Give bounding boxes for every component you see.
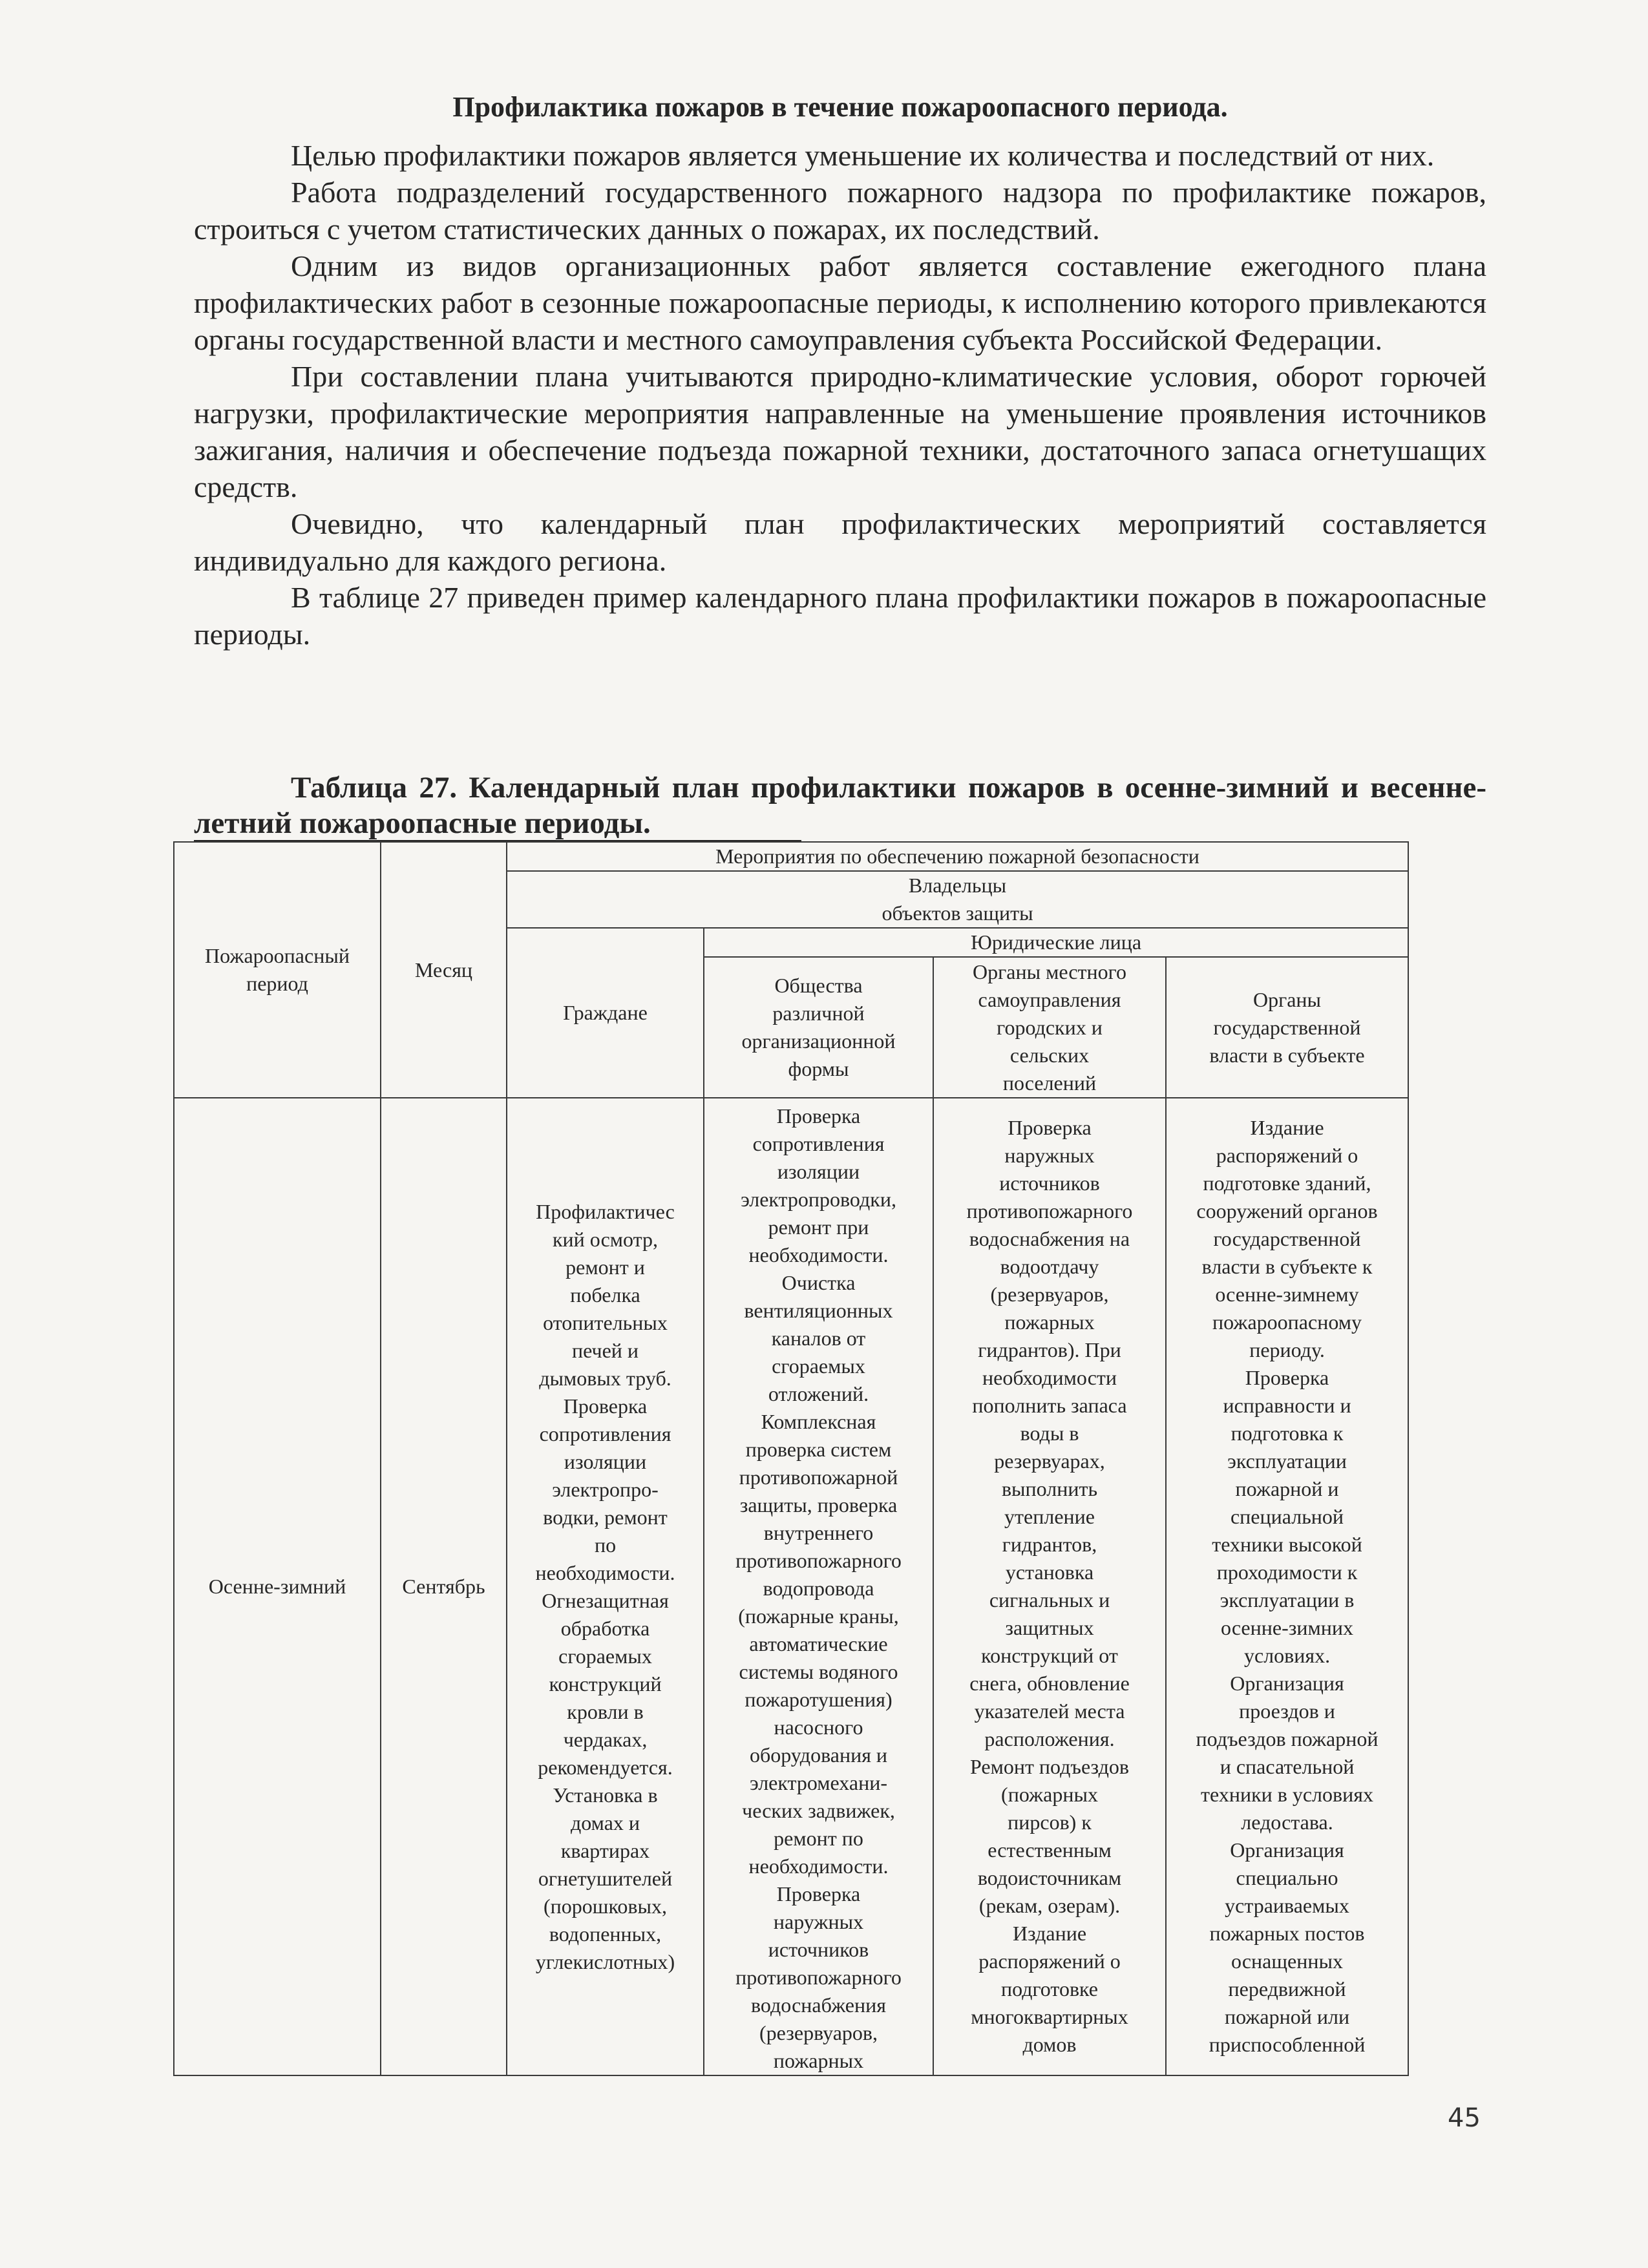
paragraph: Целью профилактики пожаров является уменьшение их количества и последствий от них. [291,139,1435,172]
paragraph: При составлении плана учитываются природно-климатические условия, оборот горючей нагрузки, профилактические мероприятия направленные на уменьшение проявления источников зажигания, наличия и обеспечение подъезда пожарной техники, достаточного запаса огнетушащих средств. [194,360,1486,503]
table-caption: Таблица 27. Календарный план профилактики пожаров в осенне-зимний и весенне-летний пожароопасные периоды. [194,771,1486,840]
header-state-gov: Органы государственной власти в субъекте [1166,957,1408,1098]
page-heading: Профилактика пожаров в течение пожароопасного периода. [452,91,1228,123]
cell-month: Сентябрь [381,1098,507,2075]
paragraph: Очевидно, что календарный план профилактических мероприятий составляется индивидуально для каждого региона. [194,507,1486,577]
body-text [194,137,1486,653]
header-month: Месяц [381,842,507,1098]
header-citizens: Граждане [507,928,704,1098]
cell-societies: Проверка сопротивления изоляции электропроводки, ремонт при необходимости. Очистка вентиляционных каналов от сгораемых отложений. Комплексная проверка систем противопожарной защиты, проверка внутреннего противопожарного водопровода (пожарные краны, автоматические системы водяного пожаротушения) насосного оборудования и электромехани- ческих задвижек, ремонт по необходимости. Проверка наружных источников противопожарного водоснабжения (резервуаров, пожарных [704,1098,933,2075]
page-number: 45 [1448,2103,1481,2133]
paragraph: Работа подразделений государственного пожарного надзора по профилактике пожаров, строиться с учетом статистических данных о пожарах, их последствий. [194,176,1486,246]
header-owners: Владельцы объектов защиты [507,871,1408,928]
table-row [174,1098,1408,2075]
fire-prevention-plan-table [173,841,1409,2076]
header-measures: Мероприятия по обеспечению пожарной безопасности [507,842,1408,871]
cell-citizens: Профилактичес кий осмотр, ремонт и побелка отопительных печей и дымовых труб. Проверка сопротивления изоляции электропро- водки, ремонт по необходимости. Огнезащитная обработка сгораемых конструкций кровли в чердаках, рекомендуется. Установка в домах и квартирах огнетушителей (порошковых, водопенных, углекислотных) [507,1098,704,2075]
cell-state-gov: Издание распоряжений о подготовке зданий, сооружений органов государственной власти в субъекте к осенне-зимнему пожароопасному периоду. Проверка исправности и подготовка к эксплуатации пожарной и специальной техники высокой проходимости к эксплуатации в осенне-зимних условиях. Организация проездов и подъездов пожарной и спасательной техники в условиях ледостава. Организация специально устраиваемых пожарных постов оснащенных передвижной пожарной или приспособленной [1166,1098,1408,2075]
header-local-gov: Органы местного самоуправления городских и сельских поселений [933,957,1166,1098]
cell-period: Осенне-зимний [174,1098,381,2075]
header-period: Пожароопасный период [174,842,381,1098]
paragraph: Одним из видов организационных работ является составление ежегодного плана профилактических работ в сезонные пожароопасные периоды, к исполнению которого привлекаются органы государственной власти и местного самоуправления субъекта Российской Федерации. [194,249,1486,356]
paragraph: В таблице 27 приведен пример календарного плана профилактики пожаров в пожароопасные периоды. [194,581,1486,651]
cell-local-gov: Проверка наружных источников противопожарного водоснабжения на водоотдачу (резервуаров, пожарных гидрантов). При необходимости пополнить запаса воды в резервуарах, выполнить утепление гидрантов, установка сигнальных и защитных конструкций от снега, обновление указателей места расположения. Ремонт подъездов (пожарных пирсов) к естественным водоисточникам (рекам, озерам). Издание распоряжений о подготовке многоквартирных домов [933,1098,1166,2075]
header-societies: Общества различной организационной формы [704,957,933,1098]
header-legal-entities: Юридические лица [704,928,1408,957]
